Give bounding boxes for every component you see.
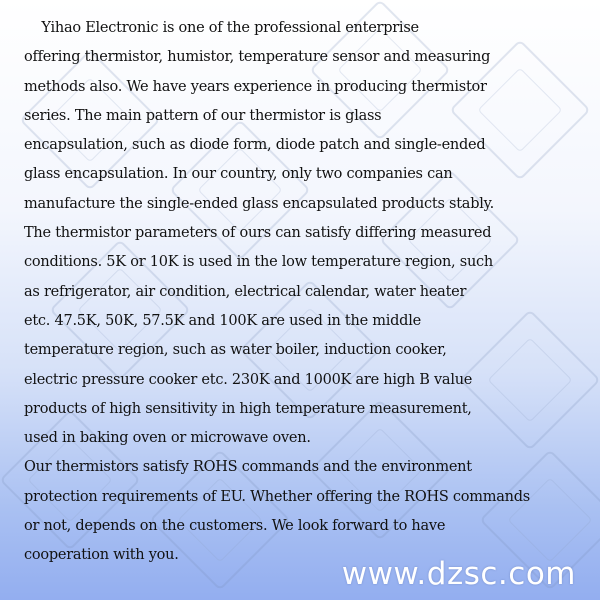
text-line: offering thermistor, humistor, temperature sensor and measuring <box>24 49 491 66</box>
text-line: glass encapsulation. In our country, only two companies can <box>24 166 453 183</box>
text-line: Our thermistors satisfy ROHS commands and the environment <box>24 459 472 476</box>
text-line: cooperation with you. <box>24 547 179 564</box>
text-line: protection requirements of EU. Whether offering the ROHS commands <box>24 488 530 505</box>
text-line: manufacture the single-ended glass encapsulated products stably. <box>24 195 494 212</box>
text-line: methods also. We have years experience in producing thermistor <box>24 78 487 95</box>
text-line: conditions. 5K or 10K is used in the low temperature region, such <box>24 254 493 271</box>
text-line: electric pressure cooker etc. 230K and 1000K are high B value <box>24 371 473 388</box>
site-watermark: www.dzsc.com <box>341 556 576 592</box>
text-line: encapsulation, such as diode form, diode patch and single-ended <box>24 137 486 154</box>
document-body <box>24 14 584 571</box>
text-line: or not, depends on the customers. We look forward to have <box>24 518 446 535</box>
text-line: products of high sensitivity in high temperature measurement, <box>24 400 472 417</box>
text-line: Yihao Electronic is one of the professional enterprise <box>24 20 419 36</box>
text-line: etc. 47.5K, 50K, 57.5K and 100K are used in the middle <box>24 312 421 329</box>
text-line: The thermistor parameters of ours can satisfy differing measured <box>24 225 492 242</box>
paragraph-1 <box>24 14 584 453</box>
text-line: temperature region, such as water boiler, induction cooker, <box>24 342 447 359</box>
text-line: series. The main pattern of our thermistor is glass <box>24 107 382 124</box>
text-line: as refrigerator, air condition, electrical calendar, water heater <box>24 283 467 300</box>
paragraph-2 <box>24 453 584 570</box>
text-line: used in baking oven or microwave oven. <box>24 430 311 447</box>
